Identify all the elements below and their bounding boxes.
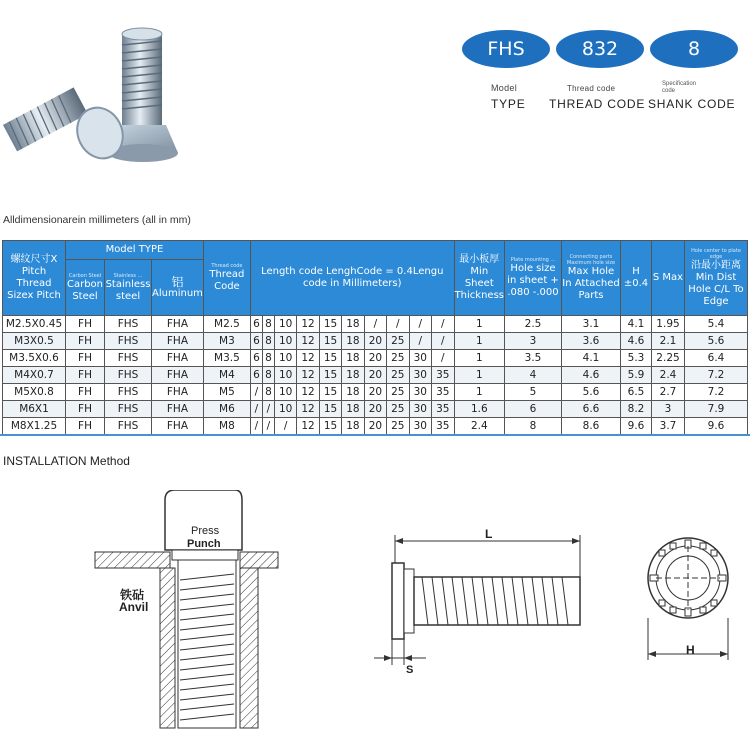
col-pitch: 螺纹尺寸X Pitch Thread Sizex Pitch xyxy=(3,241,66,316)
h-cell: 5.3 xyxy=(621,350,652,367)
hole-size-cell: 8 xyxy=(505,418,562,435)
stainless-label: Stainless steel xyxy=(105,278,151,302)
length-cell: 35 xyxy=(431,384,454,401)
col-h: H ±0.4 xyxy=(621,241,652,316)
aluminum-cell: FHA xyxy=(152,333,204,350)
h-cell: 5.9 xyxy=(621,367,652,384)
s-cell: 3.7 xyxy=(652,418,685,435)
edge-dist-cell: 5.4 xyxy=(685,316,748,333)
aluminum-cell: FHA xyxy=(152,401,204,418)
anvil-label: Anvil xyxy=(119,600,149,614)
length-cell: / xyxy=(250,418,262,435)
spec-table xyxy=(2,240,748,435)
length-cell: 18 xyxy=(342,367,364,384)
length-cell: 20 xyxy=(364,384,386,401)
length-cell: 15 xyxy=(319,401,341,418)
thread-code-cell: M8 xyxy=(203,418,250,435)
stainless-cell: FHS xyxy=(105,401,152,418)
max-hole-cell: 4.1 xyxy=(562,350,621,367)
anvil-cn-label: 铁砧 xyxy=(120,588,145,602)
length-cell: 10 xyxy=(274,316,296,333)
length-cell: / xyxy=(409,316,431,333)
press-label: Press xyxy=(191,525,220,537)
table-row xyxy=(3,367,748,384)
alu-cn: 铝 xyxy=(171,274,184,289)
hole-size-cell: 3 xyxy=(505,333,562,350)
carbon-cell: FH xyxy=(66,401,105,418)
shank-code-oval: 8 xyxy=(650,30,738,68)
model-oval: FHS xyxy=(462,30,550,68)
pitch-cell: M3.5X0.6 xyxy=(3,350,66,367)
stainless-cell: FHS xyxy=(105,333,152,350)
length-cell: 30 xyxy=(409,350,431,367)
hole-sub: Plate mounting ... xyxy=(510,257,556,263)
col-length: Length code LenghCode = 0.4Lengu code in Millimeters) xyxy=(250,241,454,316)
dim-h-label: H xyxy=(686,643,695,657)
col-model-type: Model TYPE xyxy=(66,241,204,260)
max-hole-cell: 3.6 xyxy=(562,333,621,350)
min-sheet-label: Min Sheet Thickness xyxy=(454,266,505,301)
aluminum-cell: FHA xyxy=(152,384,204,401)
alu-label: Aluminum xyxy=(152,287,203,299)
table-row xyxy=(3,333,748,350)
length-cell: 25 xyxy=(387,367,409,384)
table-row xyxy=(3,316,748,333)
length-cell: 25 xyxy=(387,384,409,401)
table-row xyxy=(3,384,748,401)
length-cell: 18 xyxy=(342,316,364,333)
length-cell: 20 xyxy=(364,333,386,350)
hole-size-cell: 2.5 xyxy=(505,316,562,333)
length-cell: 20 xyxy=(364,401,386,418)
length-cell: / xyxy=(250,401,262,418)
s-cell: 3 xyxy=(652,401,685,418)
table-row xyxy=(3,418,748,435)
length-cell: 18 xyxy=(342,401,364,418)
min-sheet-cell: 2.4 xyxy=(454,418,504,435)
stainless-sub: Stainless ... xyxy=(113,272,143,279)
carbon-cell: FH xyxy=(66,384,105,401)
length-cell: 25 xyxy=(387,350,409,367)
table-body xyxy=(3,316,748,435)
length-cell: 10 xyxy=(274,350,296,367)
length-cell: 8 xyxy=(262,316,274,333)
max-hole-cell: 5.6 xyxy=(562,384,621,401)
length-cell: / xyxy=(431,316,454,333)
conn-sub2: Maximum hole size xyxy=(566,260,616,266)
length-cell: 10 xyxy=(274,367,296,384)
length-cell: 20 xyxy=(364,418,386,435)
h-cell: 8.2 xyxy=(621,401,652,418)
col-min-sheet xyxy=(454,241,504,316)
stainless-cell: FHS xyxy=(105,367,152,384)
length-cell: 20 xyxy=(364,367,386,384)
thread-code-title: THREAD CODE xyxy=(549,97,646,111)
length-cell: / xyxy=(431,333,454,350)
length-cell: 8 xyxy=(262,384,274,401)
max-hole-cell: 8.6 xyxy=(562,418,621,435)
length-cell: 30 xyxy=(409,384,431,401)
s-cell: 2.4 xyxy=(652,367,685,384)
units-caption: Alldimensionarein millimeters (all in mm) xyxy=(3,214,191,226)
length-cell: 10 xyxy=(274,333,296,350)
s-cell: 2.1 xyxy=(652,333,685,350)
carbon-cell: FH xyxy=(66,333,105,350)
length-cell: / xyxy=(387,316,409,333)
length-cell: 25 xyxy=(387,401,409,418)
min-sheet-cell: 1 xyxy=(454,384,504,401)
h-cell: 6.5 xyxy=(621,384,652,401)
s-cell: 2.7 xyxy=(652,384,685,401)
length-cell: 18 xyxy=(342,384,364,401)
length-cell: 35 xyxy=(431,367,454,384)
length-cell: / xyxy=(262,401,274,418)
length-cell: 15 xyxy=(319,316,341,333)
length-cell: 25 xyxy=(387,418,409,435)
col-max-hole xyxy=(562,241,621,316)
length-cell: 8 xyxy=(262,350,274,367)
thread-code-cell: M2.5 xyxy=(203,316,250,333)
col-hole xyxy=(505,241,562,316)
min-sheet-cell: 1 xyxy=(454,367,504,384)
length-cell: 12 xyxy=(297,418,319,435)
install-title: INSTALLATION Method xyxy=(3,454,130,468)
length-cell: 10 xyxy=(274,384,296,401)
hole-size-cell: 4 xyxy=(505,367,562,384)
length-cell: 18 xyxy=(342,333,364,350)
shank-code-title: SHANK CODE xyxy=(648,97,736,111)
table-row xyxy=(3,350,748,367)
length-cell: 20 xyxy=(364,350,386,367)
pitch-cell: M2.5X0.45 xyxy=(3,316,66,333)
length-cell: 18 xyxy=(342,418,364,435)
table-row xyxy=(3,401,748,418)
length-cell: 10 xyxy=(274,401,296,418)
length-cell: / xyxy=(364,316,386,333)
dim-l-label: L xyxy=(485,527,493,541)
stainless-cell: FHS xyxy=(105,316,152,333)
carbon-cell: FH xyxy=(66,316,105,333)
thread-code-cell: M3.5 xyxy=(203,350,250,367)
edge-dist-cell: 5.6 xyxy=(685,333,748,350)
aluminum-cell: FHA xyxy=(152,350,204,367)
punch-label: Punch xyxy=(187,538,221,550)
length-cell: / xyxy=(431,350,454,367)
edge-dist-cell: 6.4 xyxy=(685,350,748,367)
length-cell: 6 xyxy=(250,333,262,350)
length-cell: 35 xyxy=(431,418,454,435)
length-cell: 15 xyxy=(319,350,341,367)
length-cell: 15 xyxy=(319,333,341,350)
col-aluminum xyxy=(152,260,204,316)
carbon-label: Carbon Steel xyxy=(66,278,104,302)
thread-code-label: Thread code xyxy=(567,84,616,93)
h-cell: 4.1 xyxy=(621,316,652,333)
edge-dist-cell: 7.2 xyxy=(685,384,748,401)
pitch-cell: M5X0.8 xyxy=(3,384,66,401)
aluminum-cell: FHA xyxy=(152,367,204,384)
length-cell: / xyxy=(250,384,262,401)
length-cell: 30 xyxy=(409,418,431,435)
thread-sub: Thread code xyxy=(211,263,243,269)
min-sheet-cn: 最小板厚 xyxy=(459,254,500,265)
product-photo xyxy=(0,25,190,170)
h-cell: 4.6 xyxy=(621,333,652,350)
min-sheet-cell: 1.6 xyxy=(454,401,504,418)
h-cell: 9.6 xyxy=(621,418,652,435)
length-cell: 6 xyxy=(250,316,262,333)
conn-sub: Connecting parts xyxy=(569,254,613,260)
max-hole-cell: 6.6 xyxy=(562,401,621,418)
thread-code-oval: 832 xyxy=(556,30,644,68)
thread-code-cell: M3 xyxy=(203,333,250,350)
length-cell: 18 xyxy=(342,350,364,367)
dim-s-label: S xyxy=(406,664,414,676)
carbon-cell: FH xyxy=(66,367,105,384)
length-cell: 12 xyxy=(297,350,319,367)
length-cell: 15 xyxy=(319,384,341,401)
model-label: Model xyxy=(491,83,518,93)
length-cell: 12 xyxy=(297,401,319,418)
edge-dist-cell: 7.9 xyxy=(685,401,748,418)
aluminum-cell: FHA xyxy=(152,316,204,333)
length-cell: 12 xyxy=(297,333,319,350)
min-sheet-cell: 1 xyxy=(454,333,504,350)
length-cell: 15 xyxy=(319,367,341,384)
length-cell: 30 xyxy=(409,367,431,384)
carbon-cell: FH xyxy=(66,350,105,367)
carbon-sub: Carbon Steel xyxy=(68,272,102,279)
min-sheet-cell: 1 xyxy=(454,316,504,333)
length-cell: 8 xyxy=(262,333,274,350)
edge-dist-cell: 7.2 xyxy=(685,367,748,384)
min-sheet-cell: 1 xyxy=(454,350,504,367)
length-cell: 6 xyxy=(250,350,262,367)
col-thread xyxy=(203,241,250,316)
thread-code-cell: M4 xyxy=(203,367,250,384)
max-hole-label: Max Hole In Attached Parts xyxy=(562,266,620,301)
stainless-cell: FHS xyxy=(105,418,152,435)
s-cell: 2.25 xyxy=(652,350,685,367)
length-cell: 8 xyxy=(262,367,274,384)
edge-label: Min Dist Hole C/L To Edge xyxy=(688,272,744,307)
carbon-cell: FH xyxy=(66,418,105,435)
thread-code-cell: M6 xyxy=(203,401,250,418)
col-edge xyxy=(685,241,748,316)
s-cell: 1.95 xyxy=(652,316,685,333)
pitch-cell: M4X0.7 xyxy=(3,367,66,384)
type-title: TYPE xyxy=(491,97,526,111)
side-view-diagram xyxy=(370,525,590,675)
length-cell: 12 xyxy=(297,316,319,333)
max-hole-cell: 4.6 xyxy=(562,367,621,384)
length-cell: / xyxy=(409,333,431,350)
col-carbon xyxy=(66,260,105,316)
length-cell: / xyxy=(274,418,296,435)
hole-size-cell: 3.5 xyxy=(505,350,562,367)
pitch-cell: M6X1 xyxy=(3,401,66,418)
pitch-cell: M3X0.5 xyxy=(3,333,66,350)
table-bottom-rule xyxy=(0,434,750,436)
edge-sub: Hole center to plate edge xyxy=(691,248,741,260)
aluminum-cell: FHA xyxy=(152,418,204,435)
length-cell: 6 xyxy=(250,367,262,384)
length-cell: 35 xyxy=(431,401,454,418)
pitch-cell: M8X1.25 xyxy=(3,418,66,435)
thread-label: Thread Code xyxy=(209,269,245,292)
length-cell: 30 xyxy=(409,401,431,418)
hole-size-cell: 6 xyxy=(505,401,562,418)
length-cell: 25 xyxy=(387,333,409,350)
hole-size-cell: 5 xyxy=(505,384,562,401)
col-s: S Max xyxy=(652,241,685,316)
length-cell: 12 xyxy=(297,384,319,401)
edge-dist-cell: 9.6 xyxy=(685,418,748,435)
stainless-cell: FHS xyxy=(105,384,152,401)
edge-cn: 沿最小距离 xyxy=(691,260,741,271)
hole-label: Hole size in sheet + .080 -.000 xyxy=(507,263,559,298)
spec-code-label: Specification code xyxy=(662,81,697,94)
col-stainless xyxy=(105,260,152,316)
max-hole-cell: 3.1 xyxy=(562,316,621,333)
thread-code-cell: M5 xyxy=(203,384,250,401)
length-cell: / xyxy=(262,418,274,435)
length-cell: 15 xyxy=(319,418,341,435)
length-cell: 12 xyxy=(297,367,319,384)
stainless-cell: FHS xyxy=(105,350,152,367)
